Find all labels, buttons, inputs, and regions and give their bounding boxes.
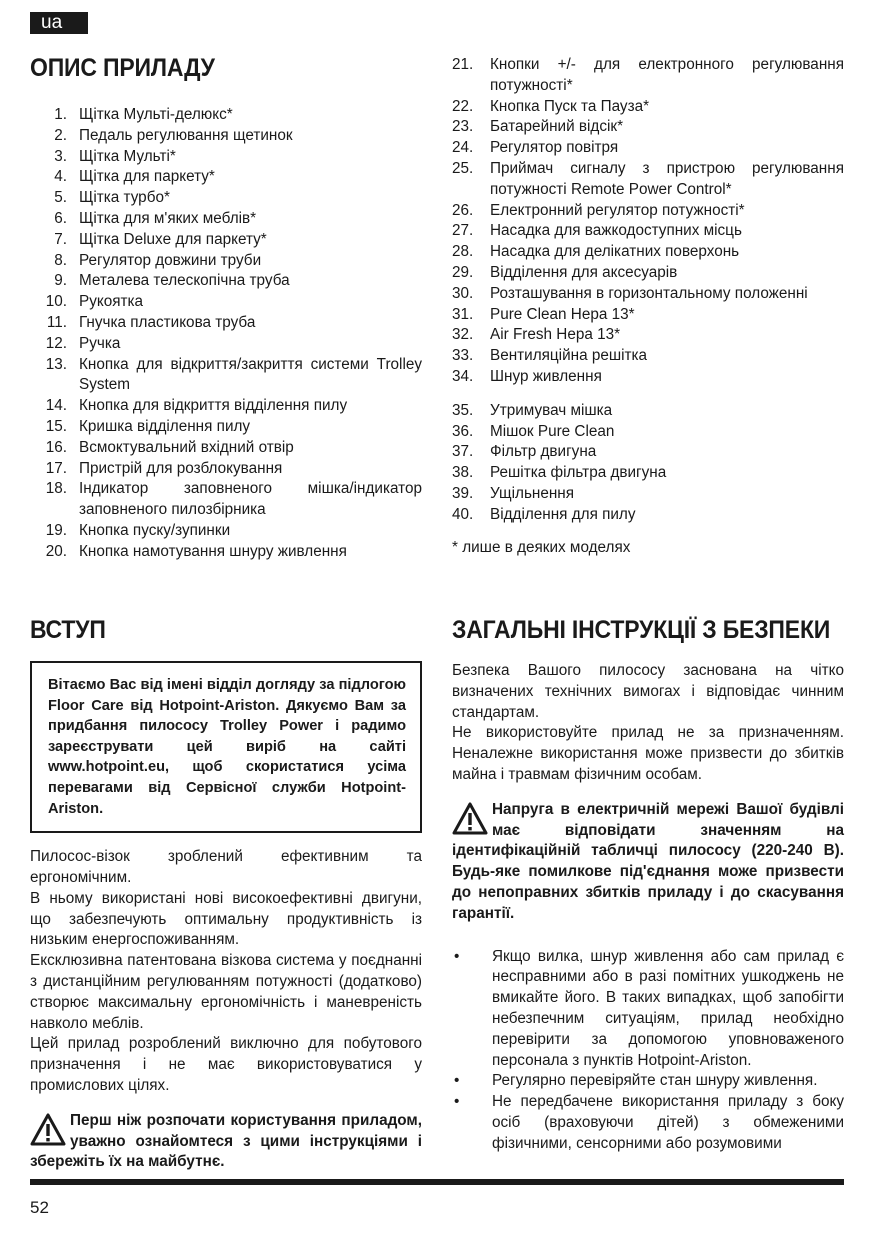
list-item [452,305,844,326]
safety-paragraph-2: Не використовуйте прилад не за призначенням. Неналежне використання може призвести до збитків майна і травмам фізичним особам. [452,724,844,783]
item-number: 39. [452,484,474,502]
item-number: 27. [452,222,474,240]
safety-warning [452,800,844,925]
list-item [452,422,844,443]
parts-right-column [452,55,844,558]
item-number: 32. [452,326,474,344]
intro-title: ВСТУП [30,616,106,644]
list-item [452,55,844,97]
item-text: Батарейний відсік* [490,118,624,136]
item-text: Педаль регулювання щетинок [79,126,293,144]
item-number: 33. [452,347,474,365]
page-number: 52 [30,1198,49,1217]
item-text: Щітка турбо* [79,189,170,207]
item-number: 35. [452,401,474,419]
safety-bullets [452,947,844,1155]
bullet-text: Регулярно перевіряйте стан шнуру живлення. [492,1072,818,1090]
item-number: 24. [452,139,474,157]
item-number: 34. [452,367,474,385]
item-text: Кнопка Пуск та Пауза* [490,97,650,115]
list-item [452,159,844,201]
list-item [452,284,844,305]
item-text: Вентиляційна решітка [490,347,648,365]
footer-bar [30,1179,844,1185]
item-text: Мішок Pure Clean [490,422,615,440]
item-text: Металева телескопічна труба [79,272,290,290]
item-text: Всмоктувальний вхідний отвір [79,438,294,456]
item-number: 36. [452,422,474,440]
item-number: 22. [452,97,474,115]
warning-icon [30,1113,66,1147]
item-text: Щітка для паркету* [79,168,215,186]
list-item [30,313,422,334]
bullet-item [452,947,844,1072]
item-number: 38. [452,464,474,482]
item-text: Кришка відділення пилу [79,417,251,435]
item-text: Решітка фільтра двигуна [490,464,667,482]
item-number: 6. [54,209,67,227]
item-text: Ручка [79,334,121,352]
item-number: 5. [54,189,67,207]
list-item [452,242,844,263]
intro-warning [30,1111,422,1173]
list-item [452,97,844,118]
item-text: Насадка для важкодоступних місць [490,222,742,240]
list-item [30,521,422,542]
intro-paragraph-1: Пилосос-візок зроблений ефективним та ергономічним. [30,848,422,886]
safety-section [452,616,844,1155]
item-number: 9. [54,272,67,290]
item-text: Насадка для делікатних поверхонь [490,243,740,261]
item-text: Щітка Мульті-делюкс* [79,106,233,123]
item-text: Кнопка для відкриття/закриття системи Trolley System [79,355,422,394]
item-text: Електронний регулятор потужності* [490,201,745,219]
intro-paragraph-4: Цей прилад розроблений виключно для побутового призначення і не має використовуватися у промислових цілях. [30,1035,422,1094]
item-number: 37. [452,443,474,461]
item-number: 28. [452,243,474,261]
list-item [30,459,422,480]
item-number: 25. [452,159,474,177]
list-item [30,147,422,168]
item-text: Розташування в горизонтальному положенні [490,284,808,302]
list-item [452,325,844,346]
item-number: 19. [45,521,67,539]
item-text: Кнопка намотування шнуру живлення [79,542,347,560]
item-number: 18. [45,480,67,498]
item-text: Відділення для аксесуарів [490,263,678,281]
list-item [452,463,844,484]
bullet-text: Якщо вилка, шнур живлення або сам прилад є несправними або в разі помітних ушкоджень не вмикайте його. В таких випадках, щоб запобігти небезпечним ситуаціям, прилад необхідно перевірити за допомогою уповноваженого персонала з пунктів Hotpoint-Ariston. [492,947,844,1069]
item-number: 7. [54,230,67,248]
item-number: 21. [452,56,474,73]
item-text: Регулятор повітря [490,139,619,157]
item-number: 2. [54,126,67,144]
item-text: Фільтр двигуна [490,443,597,461]
welcome-box: Вітаємо Вас від імені відділ догляду за підлогою Floor Care від Hotpoint-Ariston. Дякуємо Вам за придбання пилососу Trolley Power і радимо зареєструвати цей виріб на сайті www.hotpoint.eu, щоб скористатися усіма перевагами від Сервісної служби Hotpoint-Ariston. [30,661,422,833]
list-item [30,230,422,251]
item-number: 26. [452,201,474,219]
item-text: Пристрій для розблокування [79,459,283,477]
list-item [30,417,422,438]
item-text: Ущільнення [490,484,575,502]
safety-paragraph-1: Безпека Вашого пилососу заснована на чітко визначених технічних вимогах і відповідає чинним стандартам. [452,662,844,721]
item-number: 16. [45,438,67,456]
item-text: Pure Clean Hepa 13* [490,305,635,323]
list-item [30,355,422,397]
item-number: 3. [54,147,67,165]
item-number: 13. [45,355,67,373]
item-number: 29. [452,263,474,281]
intro-paragraph-3: Ексклюзивна патентована візкова система у поєднанні з дистанційним регулюванням потужності (додатково) створює максимальну ергономічність і маневреність навколо меблів. [30,952,422,1032]
parts-left-column [30,54,422,563]
item-text: Регулятор довжини труби [79,251,262,269]
list-item [30,292,422,313]
item-text: Щітка Deluxe для паркету* [79,230,267,248]
item-text: Кнопка пуску/зупинки [79,521,231,539]
list-item [30,479,422,521]
parts-list-left [30,105,422,563]
item-text: Гнучка пластикова труба [79,313,256,331]
item-number: 8. [54,251,67,269]
item-number: 20. [45,542,67,560]
item-number: 12. [45,334,67,352]
item-number: 31. [452,305,474,323]
list-item [452,484,844,505]
bullet-item [452,1092,844,1154]
list-item [452,201,844,222]
item-text: Рукоятка [79,293,144,311]
list-item [30,396,422,417]
item-number: 4. [54,168,67,186]
bullet-mark: • [454,1072,460,1090]
list-item [452,505,844,526]
list-item [30,209,422,230]
item-number: 15. [45,417,67,435]
parts-title: ОПИС ПРИЛАДУ [30,54,215,82]
list-item [452,367,844,388]
list-item [30,334,422,355]
item-number: 17. [45,459,67,477]
list-item [452,138,844,159]
list-item [30,126,422,147]
item-number: 40. [452,505,474,523]
warning-icon [452,802,488,836]
list-item [30,438,422,459]
item-text: Air Fresh Hepa 13* [490,326,621,344]
item-text: Кнопки +/- для електронного регулювання потужності* [490,56,844,94]
item-text: Індикатор заповненого мішка/індикатор заповненого пилозбірника [79,480,422,519]
bullet-mark: • [454,947,460,965]
item-number: 23. [452,118,474,136]
list-item [30,188,422,209]
item-number: 14. [45,397,67,415]
list-item [30,271,422,292]
bullet-item [452,1071,844,1092]
item-text: Утримувач мішка [490,401,613,419]
item-number: 30. [452,284,474,302]
intro-section [30,616,422,1173]
language-tab: ua [30,12,88,34]
list-item [452,346,844,367]
safety-title: ЗАГАЛЬНІ ІНСТРУКЦІЇ З БЕЗПЕКИ [452,616,831,644]
list-item [452,221,844,242]
intro-warning-text: Перш ніж розпочати користування приладом, уважно ознайомтеся з цими інструкціями і збережіть їх на майбутнє. [30,1111,422,1171]
list-item [452,263,844,284]
list-item [452,401,844,422]
item-text: Приймач сигналу з пристрою регулювання потужності Remote Power Control* [490,159,844,198]
parts-list-right-a [452,55,844,388]
list-item [452,117,844,138]
list-item [30,251,422,272]
item-text: Щітка Мульті* [79,147,176,165]
item-number: 1. [54,106,67,123]
item-text: Кнопка для відкриття відділення пилу [79,397,348,415]
intro-paragraph-2: В ньому використані нові високоефективні двигуни, що забезпечують оптимальну продуктивність із низьким енергоспоживанням. [30,889,422,949]
parts-list-right-b [452,401,844,526]
item-number: 11. [46,313,67,331]
list-item [30,105,422,126]
item-text: Відділення для пилу [490,505,636,523]
item-text: Щітка для м'яких меблів* [79,209,257,227]
list-item [452,442,844,463]
safety-warning-text: Напруга в електричній мережі Вашої будівлі має відповідати значенням на ідентифікаційній табличці пилососу (220-240 В). Будь-яке помилкове під'єднання може призвести до непоправних збитків приладу і до скасування гарантії. [452,800,844,922]
bullet-mark: • [454,1093,460,1111]
list-item [30,542,422,563]
bullet-text: Не передбачене використання приладу з боку осіб (враховуючи дітей) з обмеженими фізичними, сенсорними або розумовими [492,1093,844,1152]
list-item [30,167,422,188]
item-number: 10. [45,293,67,311]
models-note: * лише в деяких моделях [452,538,631,556]
item-text: Шнур живлення [490,367,602,385]
